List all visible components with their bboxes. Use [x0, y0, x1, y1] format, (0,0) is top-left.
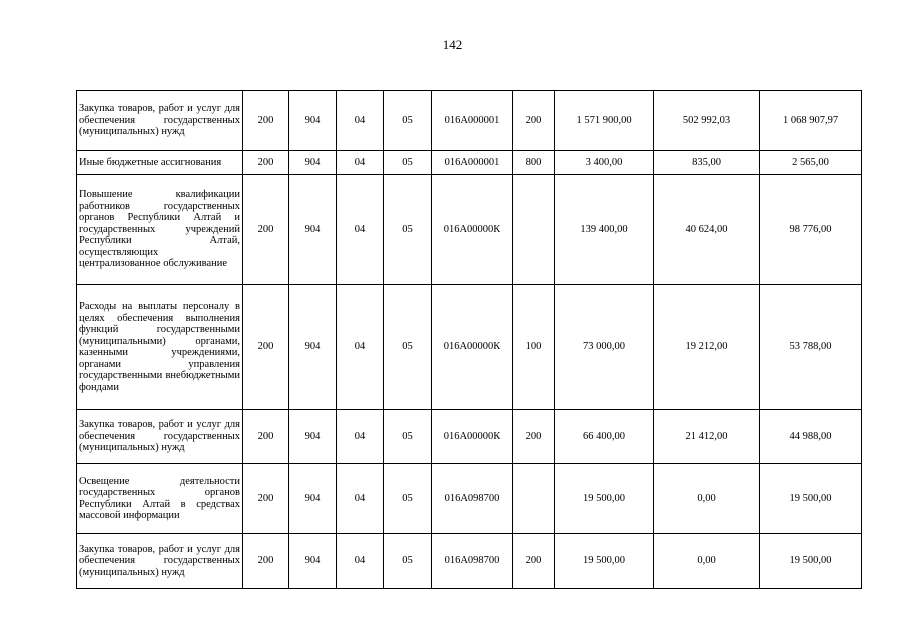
target-article-cell: 016A000001 [432, 151, 513, 175]
amount1-cell: 66 400,00 [555, 410, 654, 464]
table-row [77, 175, 862, 285]
amount3-cell: 19 500,00 [760, 534, 862, 589]
amount2-cell: 40 624,00 [654, 175, 760, 285]
ministry-code-cell: 200 [243, 285, 289, 410]
subsection-code-cell: 05 [384, 534, 432, 589]
amount1-cell: 73 000,00 [555, 285, 654, 410]
subsection-code-cell: 05 [384, 285, 432, 410]
subsection-code-cell: 05 [384, 175, 432, 285]
amount2-cell: 21 412,00 [654, 410, 760, 464]
target-article-cell: 016A000001 [432, 91, 513, 151]
expense-type-cell: 100 [513, 285, 555, 410]
grbs-code-cell: 904 [289, 285, 337, 410]
table-row [77, 91, 862, 151]
table-row [77, 464, 862, 534]
grbs-code-cell: 904 [289, 534, 337, 589]
table-row [77, 534, 862, 589]
subsection-code-cell: 05 [384, 91, 432, 151]
grbs-code-cell: 904 [289, 175, 337, 285]
row-name-cell: Закупка товаров, работ и услуг для обеспечения государственных (муниципальных) нужд [77, 410, 243, 464]
target-article-cell: 016A00000К [432, 175, 513, 285]
ministry-code-cell: 200 [243, 91, 289, 151]
target-article-cell: 016A00000К [432, 410, 513, 464]
row-name-cell: Повышение квалификации работников государственных органов Республики Алтай и государственных учреждений Республики Алтай, осуществляющих централизованное обслуживание [77, 175, 243, 285]
section-code-cell: 04 [337, 175, 384, 285]
amount1-cell: 139 400,00 [555, 175, 654, 285]
amount2-cell: 0,00 [654, 534, 760, 589]
grbs-code-cell: 904 [289, 464, 337, 534]
subsection-code-cell: 05 [384, 464, 432, 534]
expense-type-cell: 200 [513, 91, 555, 151]
grbs-code-cell: 904 [289, 151, 337, 175]
table-row [77, 285, 862, 410]
row-name-cell: Иные бюджетные ассигнования [77, 151, 243, 175]
amount2-cell: 502 992,03 [654, 91, 760, 151]
row-name-cell: Расходы на выплаты персоналу в целях обеспечения выполнения функций государственными (муниципальными) органами, казенными учреждениями, органами управления государственными внебюджетными фондами [77, 285, 243, 410]
amount1-cell: 3 400,00 [555, 151, 654, 175]
table-row [77, 410, 862, 464]
amount3-cell: 1 068 907,97 [760, 91, 862, 151]
row-name-cell: Освещение деятельности государственных органов Республики Алтай в средствах массовой информации [77, 464, 243, 534]
expense-type-cell [513, 464, 555, 534]
ministry-code-cell: 200 [243, 175, 289, 285]
amount1-cell: 19 500,00 [555, 464, 654, 534]
section-code-cell: 04 [337, 91, 384, 151]
ministry-code-cell: 200 [243, 464, 289, 534]
amount1-cell: 1 571 900,00 [555, 91, 654, 151]
ministry-code-cell: 200 [243, 410, 289, 464]
amount3-cell: 98 776,00 [760, 175, 862, 285]
expense-type-cell: 800 [513, 151, 555, 175]
amount3-cell: 44 988,00 [760, 410, 862, 464]
section-code-cell: 04 [337, 151, 384, 175]
expense-type-cell: 200 [513, 534, 555, 589]
page-number: 142 [442, 37, 463, 52]
row-name-cell: Закупка товаров, работ и услуг для обеспечения государственных (муниципальных) нужд [77, 534, 243, 589]
expense-type-cell [513, 175, 555, 285]
row-name-cell: Закупка товаров, работ и услуг для обеспечения государственных (муниципальных) нужд [77, 91, 243, 151]
ministry-code-cell: 200 [243, 534, 289, 589]
section-code-cell: 04 [337, 534, 384, 589]
amount3-cell: 53 788,00 [760, 285, 862, 410]
amount1-cell: 19 500,00 [555, 534, 654, 589]
section-code-cell: 04 [337, 410, 384, 464]
amount2-cell: 0,00 [654, 464, 760, 534]
amount3-cell: 2 565,00 [760, 151, 862, 175]
budget-table [76, 90, 862, 589]
grbs-code-cell: 904 [289, 410, 337, 464]
expense-type-cell: 200 [513, 410, 555, 464]
ministry-code-cell: 200 [243, 151, 289, 175]
section-code-cell: 04 [337, 464, 384, 534]
target-article-cell: 016A00000К [432, 285, 513, 410]
section-code-cell: 04 [337, 285, 384, 410]
subsection-code-cell: 05 [384, 410, 432, 464]
target-article-cell: 016A098700 [432, 464, 513, 534]
amount2-cell: 835,00 [654, 151, 760, 175]
subsection-code-cell: 05 [384, 151, 432, 175]
target-article-cell: 016A098700 [432, 534, 513, 589]
amount2-cell: 19 212,00 [654, 285, 760, 410]
amount3-cell: 19 500,00 [760, 464, 862, 534]
grbs-code-cell: 904 [289, 91, 337, 151]
table-row [77, 151, 862, 175]
